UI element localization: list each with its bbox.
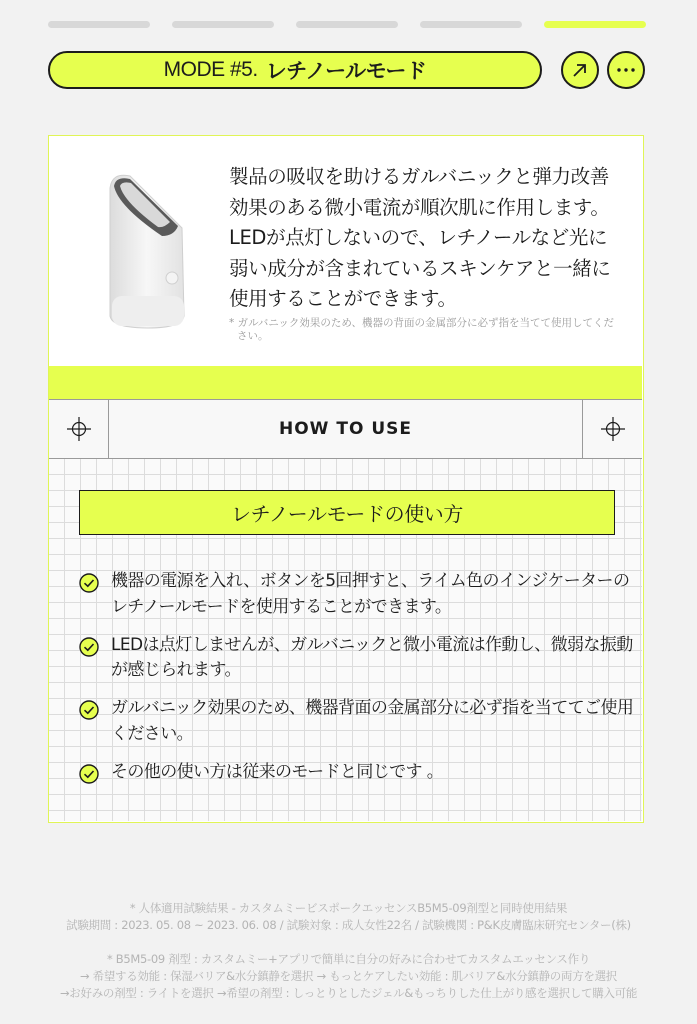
step-text: その他の使い方は従来のモードと同じです 。 xyxy=(111,761,444,782)
how-to-use-header xyxy=(49,399,642,459)
step-text: ガルバニック効果のため、機器背面の金属部分に必ず指を当ててご使用ください。 xyxy=(111,698,634,744)
mode-label: MODE #5. xyxy=(163,58,258,81)
accent-band xyxy=(49,366,642,399)
progress-segment xyxy=(48,21,150,28)
step-item xyxy=(79,760,639,786)
mode-card xyxy=(48,135,644,823)
crosshair-cell-left xyxy=(49,400,109,458)
step-text: 機器の電源を入れ、ボタンを5回押すと、ライム色のインジケーターのレチノールモードを使用することができます。 xyxy=(111,571,630,617)
check-circle-icon xyxy=(79,637,99,657)
step-item xyxy=(79,696,639,747)
check-circle-icon xyxy=(79,573,99,593)
mode-description: 製品の吸収を助けるガルバニックと弾力改善効果のある微小電流が順次肌に作用します。 LEDが点灯しないので、レチノールなど光に弱い成分が含まれているスキンケアと一緒に使用することができます。 xyxy=(229,165,611,310)
step-item xyxy=(79,569,639,620)
footnote-test-results xyxy=(0,900,697,934)
check-circle-icon xyxy=(79,764,99,784)
check-circle-icon xyxy=(79,700,99,720)
progress-segment xyxy=(296,21,398,28)
usage-note: * ガルバニック効果のため、機器の背面の金属部分に必ず指を当てて使用してください。 xyxy=(229,317,615,342)
step-text: LEDは点灯しませんが、ガルバニックと微小電流は作動し、微弱な振動が感じられます。 xyxy=(111,634,633,680)
footnote-line: →お好みの剤型 : ライトを選択 →希望の剤型 : しっとりとしたジェル&もっちりした仕上がり感を選択して購入可能 xyxy=(59,986,638,1000)
intro-section xyxy=(49,136,642,366)
crosshair-icon xyxy=(65,415,93,443)
footnote-formula xyxy=(0,951,697,1002)
more-button[interactable] xyxy=(607,51,645,89)
how-to-use-title: HOW TO USE xyxy=(279,419,412,439)
instructions-panel xyxy=(49,459,642,821)
step-progress xyxy=(48,21,644,29)
footnote-line: * B5M5-09 剤型 : カスタムミー+アプリで簡単に自分の好みに合わせてカスタムエッセンス作り xyxy=(106,952,591,966)
progress-segment xyxy=(172,21,274,28)
progress-segment xyxy=(420,21,522,28)
steps-list xyxy=(79,569,639,798)
step-item xyxy=(79,633,639,684)
footnote-line: 試験期間 : 2023. 05. 08 ~ 2023. 06. 08 / 試験対象 : 成人女性22名 / 試験機関 : P&K皮膚臨床研究センター(株) xyxy=(66,918,631,932)
crosshair-icon xyxy=(599,415,627,443)
mode-name: レチノールモード xyxy=(265,59,427,83)
footnote-line: → 希望する効能 : 保湿バリア&水分鎮静を選択 → もっとケアしたい効能 : 肌バリア&水分鎮静の両方を選択 xyxy=(79,969,618,983)
share-button[interactable] xyxy=(561,51,599,89)
progress-segment-active xyxy=(544,21,646,28)
section-title: レチノールモードの使い方 xyxy=(79,490,615,535)
ellipsis-icon xyxy=(616,66,636,74)
footnote-line: * 人体適用試験結果 - カスタムミービスポークエッセンスB5M5-09剤型と同時使用結果 xyxy=(129,901,568,915)
arrow-up-right-icon xyxy=(570,60,590,80)
crosshair-cell-right xyxy=(582,400,642,458)
device-illustration xyxy=(104,166,190,330)
mode-title-pill xyxy=(48,51,542,89)
